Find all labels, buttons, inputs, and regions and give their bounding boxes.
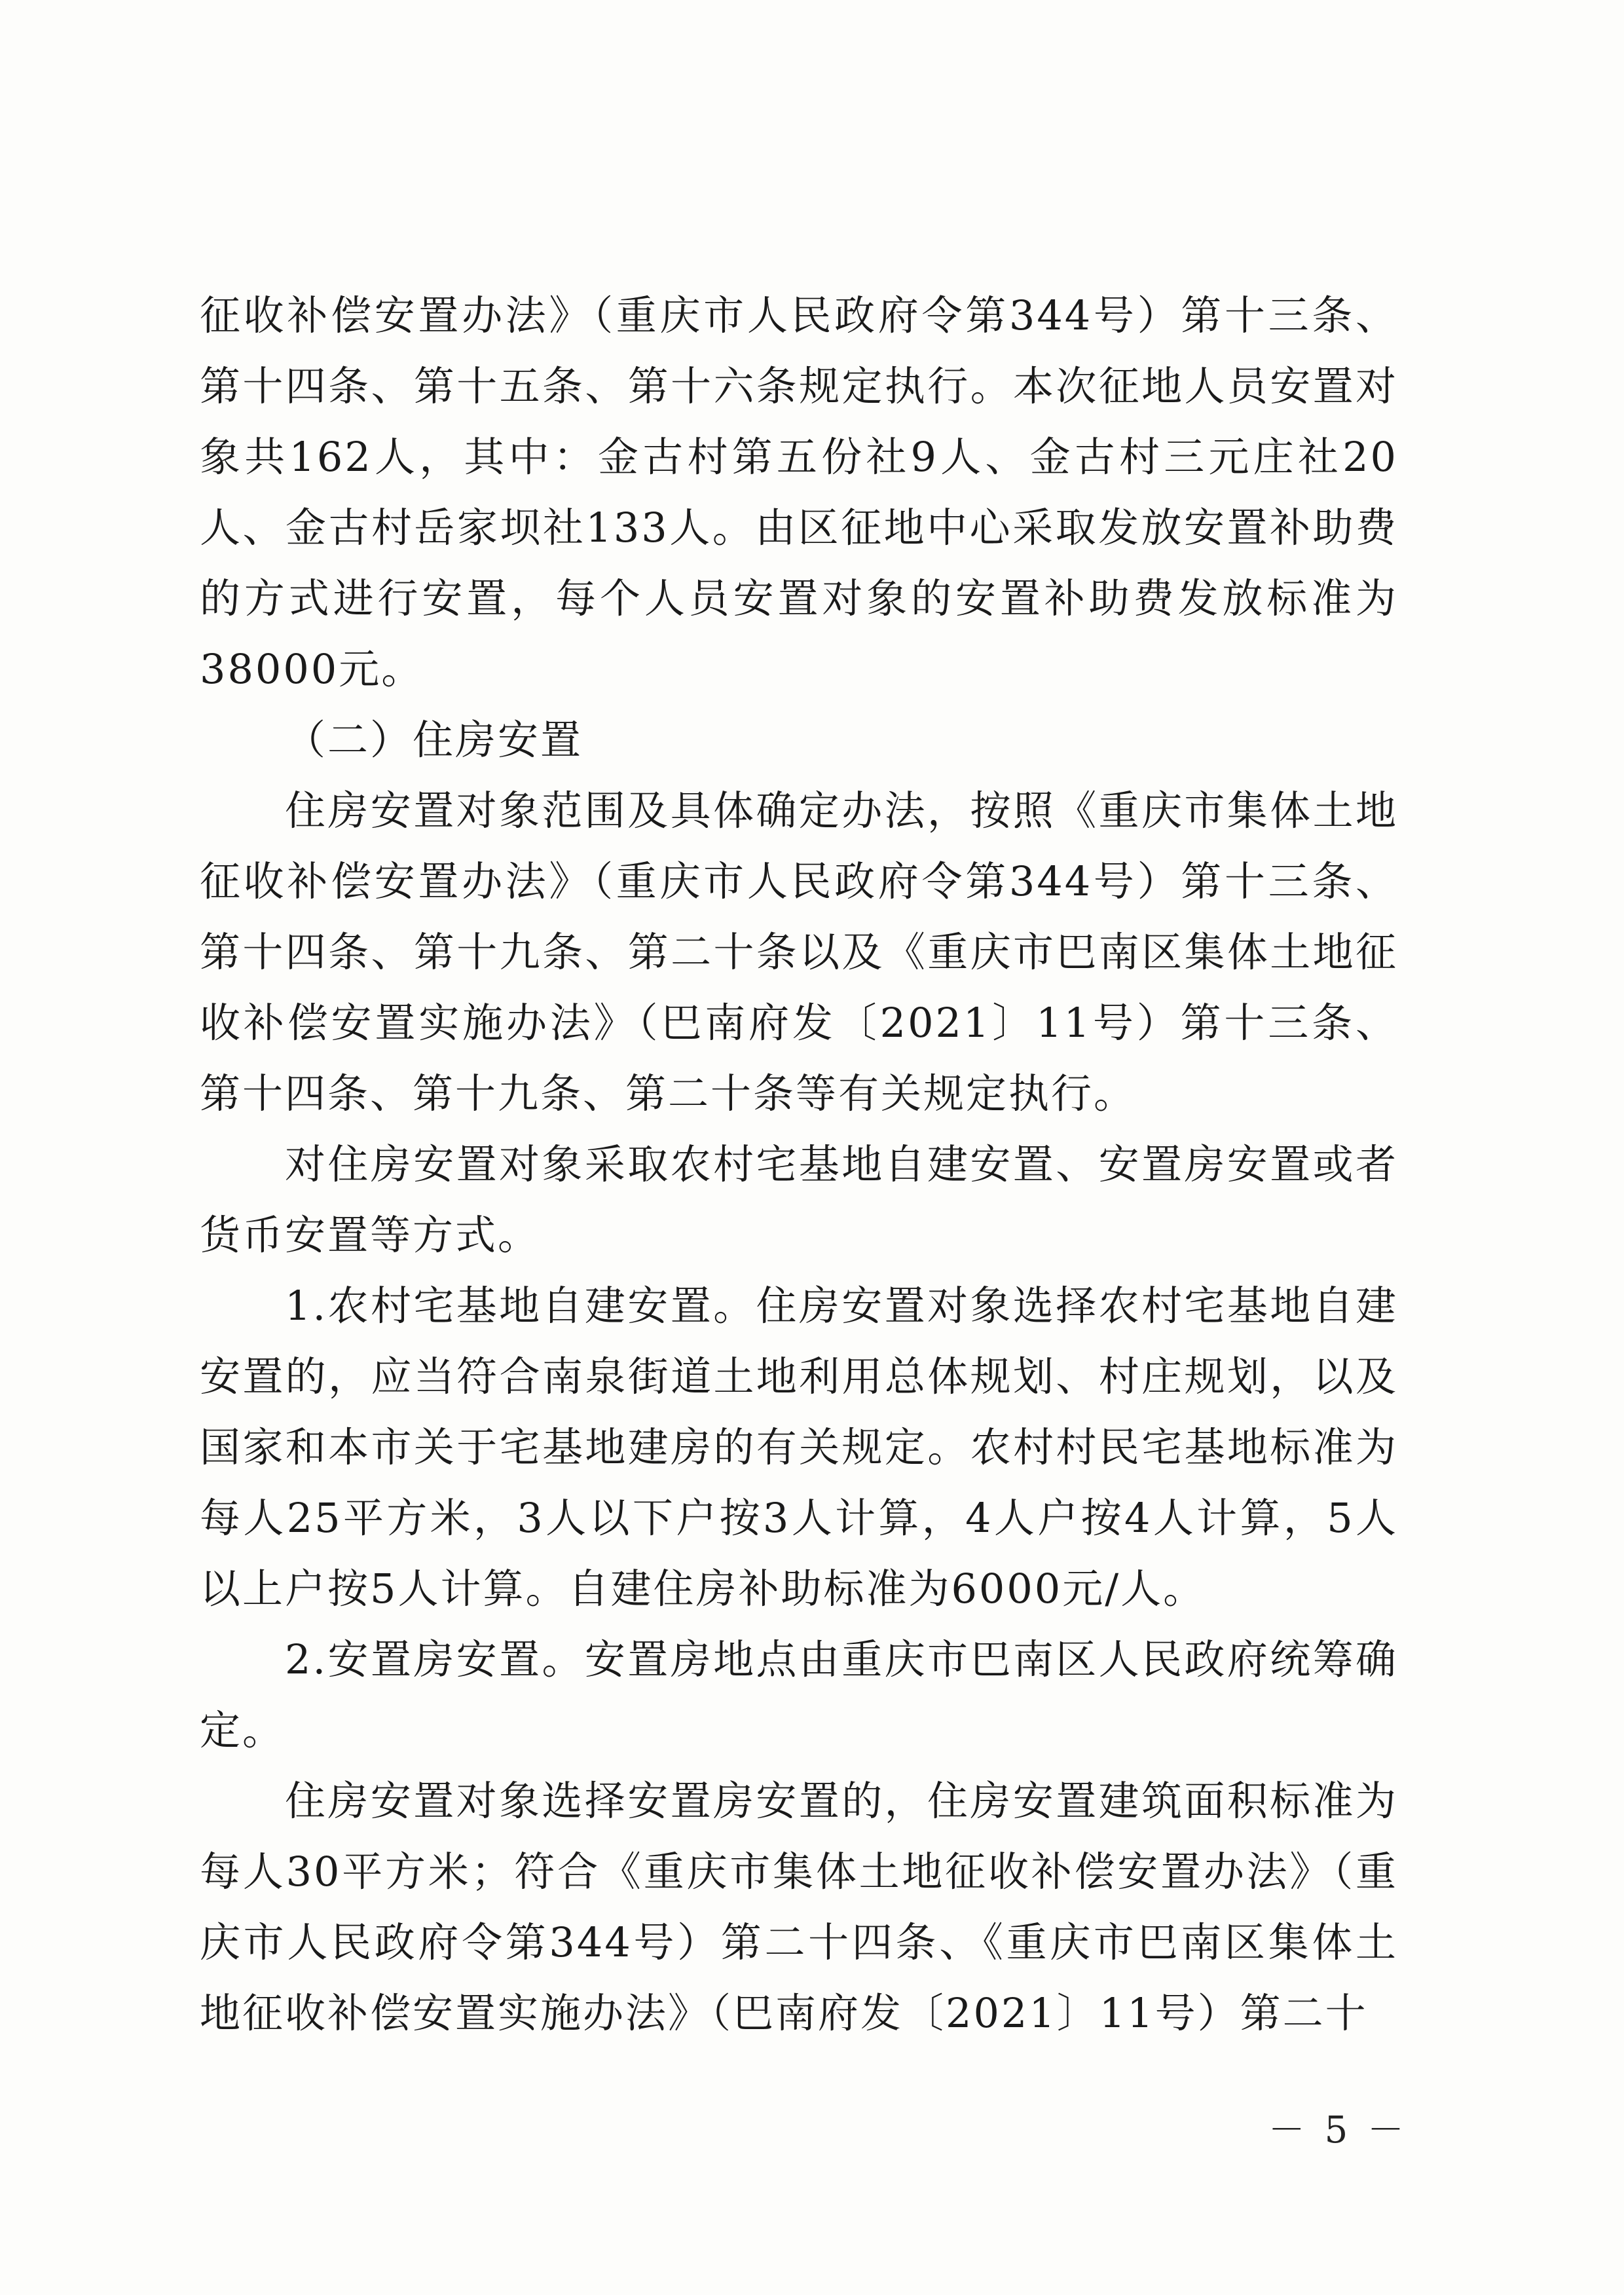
- page-number: － 5 －: [1268, 2109, 1408, 2152]
- paragraph-resettlement-area-standard: 住房安置对象选择安置房安置的，住房安置建筑面积标准为每人30平方米；符合《重庆市集体土地征收补偿安置办法》（重庆市人民政府令第344号）第二十四条、《重庆市巴南区集体土地征收补偿安置实施办法》（巴南府发〔2021〕11号）第二十: [200, 1777, 1398, 2037]
- paragraph-resettlement-housing: 2.安置房安置。安置房地点由重庆市巴南区人民政府统筹确定。: [200, 1635, 1398, 1754]
- section-heading-housing-resettlement: （二）住房安置: [285, 716, 583, 764]
- paragraph-personnel-resettlement: 征收补偿安置办法》（重庆市人民政府令第344号）第十三条、第十四条、第十五条、第十六条规定执行。本次征地人员安置对象共162人，其中：金古村第五份社9人、金古村三元庄社20人、金古村岳家坝社133人。由区征地中心采取发放安置补助费的方式进行安置，每个人员安置对象的安置补助费发放标准为38000元。: [200, 291, 1398, 693]
- paragraph-housing-methods: 对住房安置对象采取农村宅基地自建安置、安置房安置或者货币安置等方式。: [200, 1140, 1398, 1259]
- document-body: [200, 280, 1398, 2049]
- paragraph-housing-scope: 住房安置对象范围及具体确定办法，按照《重庆市集体土地征收补偿安置办法》（重庆市人民政府令第344号）第十三条、第十四条、第十九条、第二十条以及《重庆市巴南区集体土地征收补偿安置实施办法》（巴南府发〔2021〕11号）第十三条、第十四条、第十九条、第二十条等有关规定执行。: [200, 787, 1398, 1117]
- paragraph-homestead-self-build: 1.农村宅基地自建安置。住房安置对象选择农村宅基地自建安置的，应当符合南泉街道土地利用总体规划、村庄规划，以及国家和本市关于宅基地建房的有关规定。农村村民宅基地标准为每人25平方米，3人以下户按3人计算，4人户按4人计算，5人以上户按5人计算。自建住房补助标准为6000元/人。: [200, 1282, 1398, 1613]
